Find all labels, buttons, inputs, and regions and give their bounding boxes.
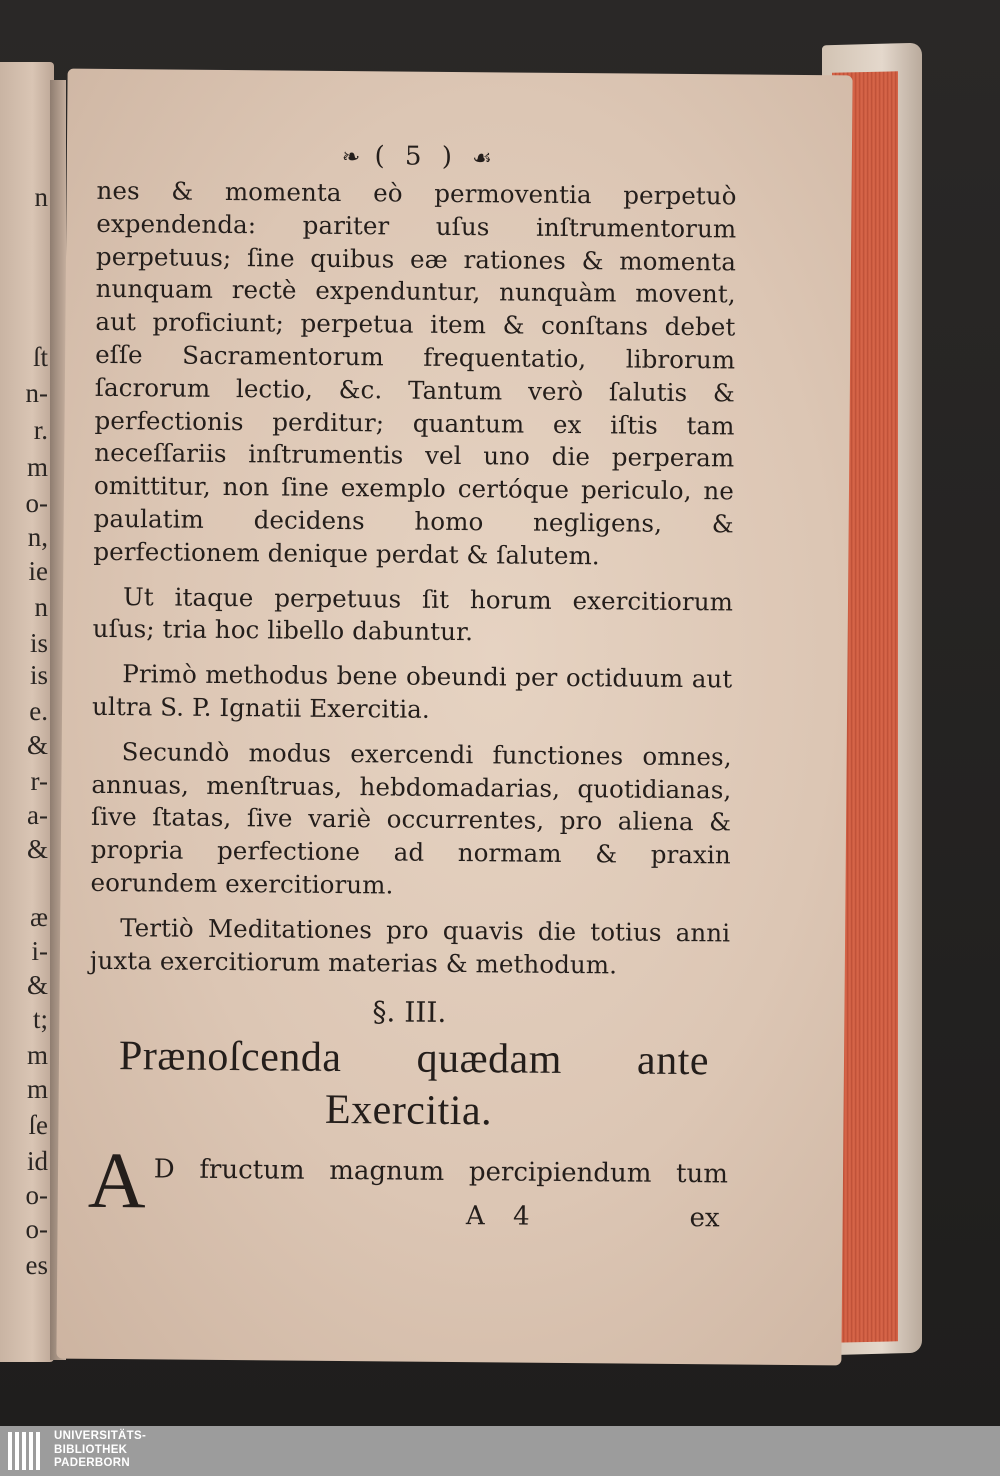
first-word-3: magnum <box>329 1156 445 1188</box>
section-mark: §. III. <box>372 995 447 1030</box>
left-page-fragment: æ <box>29 902 48 932</box>
left-page-fragment: r- <box>30 766 48 796</box>
left-page-fragment: o- <box>25 1180 48 1210</box>
left-page-fragment: o- <box>25 1214 48 1244</box>
left-page-fragment: & <box>26 970 48 1000</box>
paragraph-continued: nes & momenta eò permoventia perpetuò expendenda: pariter uſus inſtrumentorum perpetuus; ſine quibus eæ rationes & momenta nunquam rectè expenduntur, nunquàm movent, aut proficiunt; perpetua item & conſtans debet eſſe Sacramentorum frequentatio, librorum ſacrorum lectio, &c. Tantum verò ſalutis & perfectionis perditur; quantum ex iſtis tam neceſſariis inſtrumentis vel uno die perperam omittitur, non ſine exemplo certóque periculo, ne paulatim decidens homo negligens, & perfectionem denique perdat & ſalutem. <box>93 175 737 571</box>
left-page-fragment: & <box>26 834 48 864</box>
left-page-fragment: ſe <box>28 1110 48 1140</box>
left-page-fragment: n- <box>25 378 48 408</box>
left-page-fragment: i- <box>31 936 48 966</box>
page-footer <box>88 1198 728 1234</box>
left-page-fragment: m <box>26 452 48 482</box>
library-name-line-3: PADERBORN <box>54 1457 130 1469</box>
left-page-fragment: id <box>26 1146 48 1176</box>
first-word-2: fructum <box>199 1155 305 1187</box>
right-page <box>56 69 852 1366</box>
drop-cap: A <box>87 1137 147 1226</box>
left-page-fragment: ſt <box>32 342 48 372</box>
first-word-1: D <box>153 1154 175 1185</box>
page-text-block <box>88 139 737 1234</box>
left-page-fragment: is <box>29 628 48 658</box>
library-name-line-2: BIBLIOTHEK <box>54 1443 128 1456</box>
left-page-edge <box>0 62 54 1362</box>
first-word-4: percipiendum <box>468 1157 652 1190</box>
library-name-line-1: UNIVERSITÄTS- <box>54 1430 147 1442</box>
left-page-fragment: & <box>26 730 48 760</box>
left-page-fragment: m <box>26 1040 48 1070</box>
ornament-left-icon: ❧ <box>341 144 361 171</box>
heading-word-1: Prænoſcenda <box>118 1033 342 1082</box>
left-page-fragment: ie <box>28 556 48 586</box>
library-logo-icon <box>8 1432 44 1470</box>
left-page-fragment: r. <box>33 415 48 445</box>
heading-word-2: quædam <box>416 1036 563 1084</box>
library-name <box>54 1430 146 1471</box>
left-page-fragment: m <box>26 1074 48 1104</box>
page-number: ( 5 ) <box>374 141 459 173</box>
catchword: ex <box>689 1203 720 1234</box>
paragraph-secundo: Secundò modus exercendi functiones omnes, annuas, menſtruas, hebdomadarias, quotidianas, ſive ſtatas, ſive variè occurrentes, pro aliena & propria perfectione ad normam & praxin eorundem exercitiorum. <box>90 736 732 900</box>
heading-word-3: ante <box>636 1037 710 1085</box>
left-page-fragment: n, <box>27 522 48 552</box>
signature-mark: A 4 <box>465 1201 540 1233</box>
paragraph-itaque: Ut itaque perpetuus ſit horum exercitiorum uſus; tria hoc libello dabuntur. <box>92 581 734 647</box>
left-page-fragment: o- <box>25 488 48 518</box>
left-page-fragment: n <box>34 182 48 212</box>
left-page-fragment: a- <box>27 800 48 830</box>
left-page-fragment: es <box>25 1250 48 1280</box>
left-page-fragment: is <box>29 660 48 690</box>
library-footer-bar <box>0 1426 1000 1476</box>
heading-line-2: Exercitia. <box>324 1087 493 1135</box>
left-page-fragment: t; <box>32 1004 48 1034</box>
left-page-fragment: e. <box>29 696 48 726</box>
paragraph-primo: Primò methodus bene obeundi per octiduum aut ultra S. P. Ignatii Exercitia. <box>91 659 733 724</box>
chapter-heading <box>88 1030 729 1140</box>
left-page-fragment: n <box>34 592 48 622</box>
ornament-right-icon: ☙ <box>472 146 493 172</box>
paragraph-tertio: Tertiò Meditationes pro quavis die totius anni juxta exercitiorum materias & methodum. <box>89 912 731 979</box>
first-word-5: tum <box>675 1159 729 1190</box>
page-number-line <box>97 139 737 175</box>
